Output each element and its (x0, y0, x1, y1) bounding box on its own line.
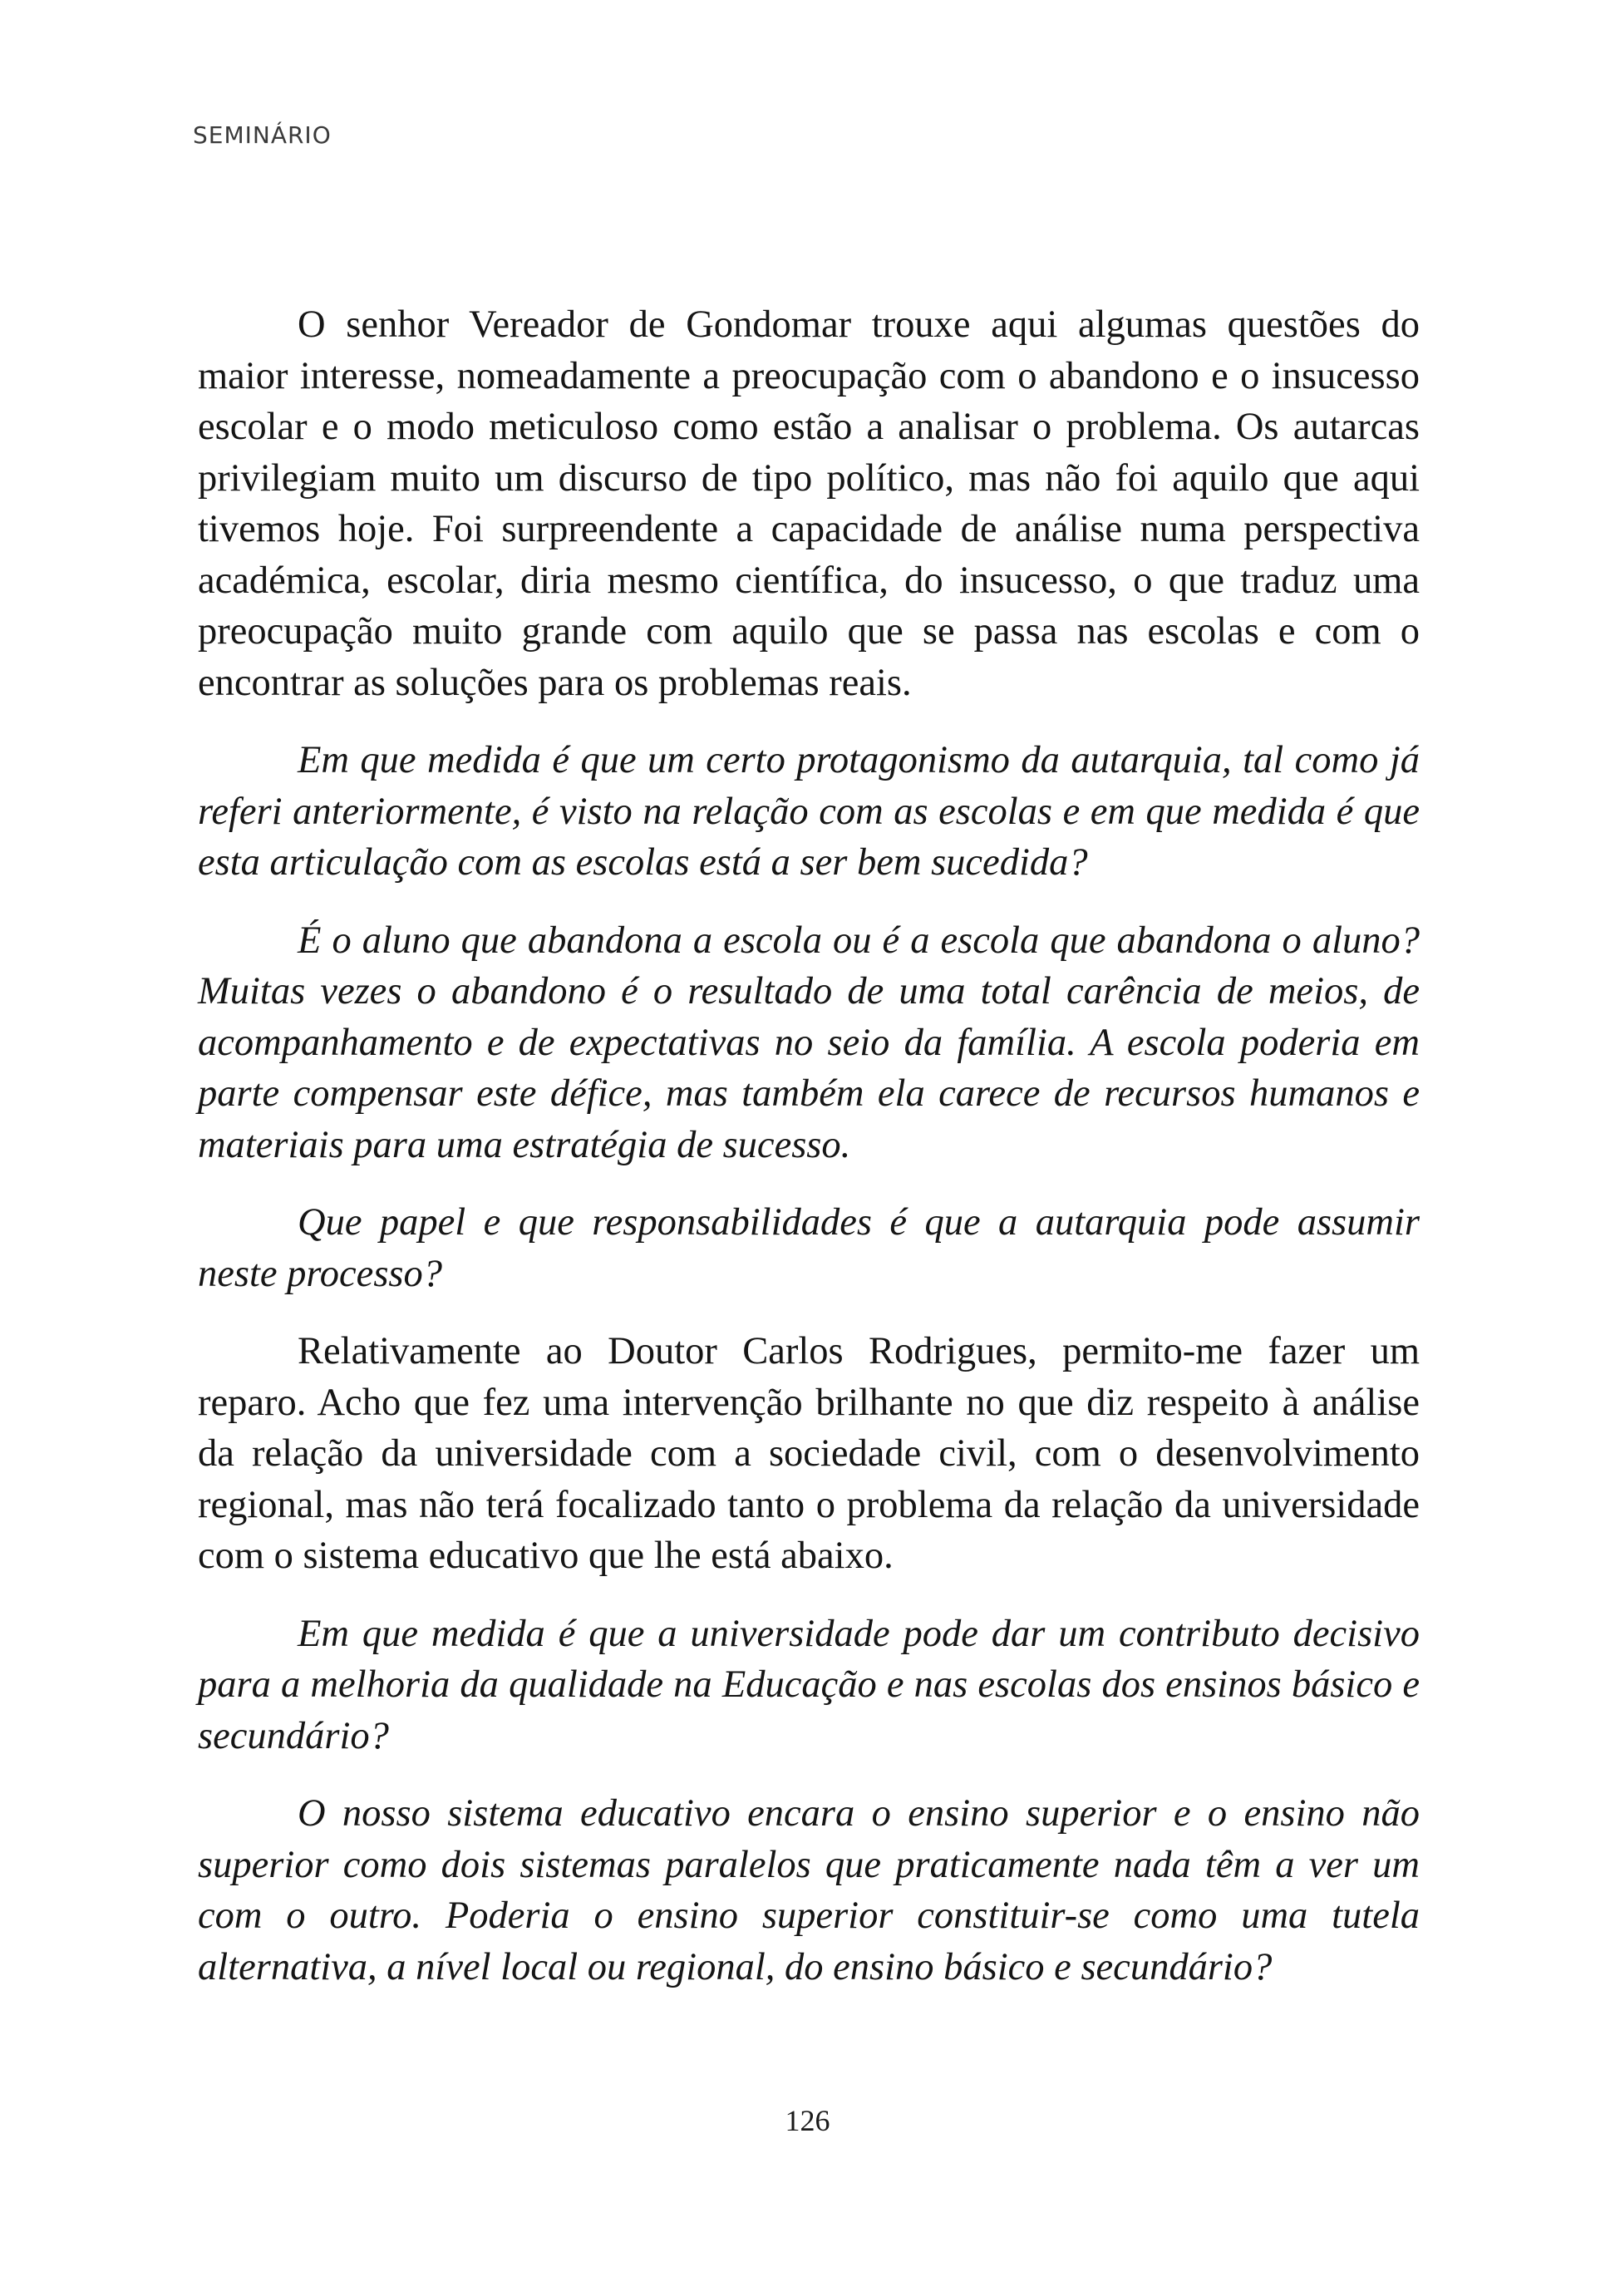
paragraph-question-ensino-superior: O nosso sistema educativo encara o ensino superior e o ensino não superior como dois sistemas paralelos que praticamente nada têm a ver um com o outro. Poderia o ensino superior constituir-se como uma tutela alternativa, a nível local ou regional, do ensino básico e secundário? (198, 1792, 1420, 1988)
paragraph-question-abandono: É o aluno que abandona a escola ou é a escola que abandona o aluno? Muitas vezes o abandono é o resultado de uma total carência de meios, de acompanhamento e de expectativas no seio da família. A escola poderia em parte compensar este défice, mas também ela carece de recursos humanos e materiais para uma estratégia de sucesso. (198, 919, 1420, 1166)
page-number: 126 (785, 2104, 830, 2137)
paragraph-question-papel-autarquia: Que papel e que responsabilidades é que a autarquia pode assumir neste processo? (198, 1201, 1420, 1295)
page-body (198, 299, 1420, 2019)
paragraph-gondomar-remarks: O senhor Vereador de Gondomar trouxe aqui algumas questões do maior interesse, nomeadamente a preocupação com o abandono e o insucesso escolar e o modo meticuloso como estão a analisar o problema. Os autarcas privilegiam muito um discurso de tipo político, mas não foi aquilo que aqui tivemos hoje. Foi surpreendente a capacidade de análise numa perspectiva académica, escolar, diria mesmo científica, do insucesso, o que traduz uma preocupação muito grande com aquilo que se passa nas escolas e com o encontrar as soluções para os problemas reais. (198, 303, 1420, 704)
paragraph-question-universidade: Em que medida é que a universidade pode dar um contributo decisivo para a melhoria da qualidade na Educação e nas escolas dos ensinos básico e secundário? (198, 1612, 1420, 1757)
paragraph-question-autarquia-protagonismo: Em que medida é que um certo protagonismo da autarquia, tal como já referi anteriormente, é visto na relação com as escolas e em que medida é que esta articulação com as escolas está a ser bem sucedida? (198, 739, 1420, 884)
running-header: SEMINÁRIO (193, 121, 332, 149)
paragraph-carlos-rodrigues-remarks: Relativamente ao Doutor Carlos Rodrigues, permito-me fazer um reparo. Acho que fez uma intervenção brilhante no que diz respeito à análise da relação da universidade com a sociedade civil, com o desenvolvimento regional, mas não terá focalizado tanto o problema da relação da universidade com o sistema educativo que lhe está abaixo. (198, 1330, 1420, 1577)
